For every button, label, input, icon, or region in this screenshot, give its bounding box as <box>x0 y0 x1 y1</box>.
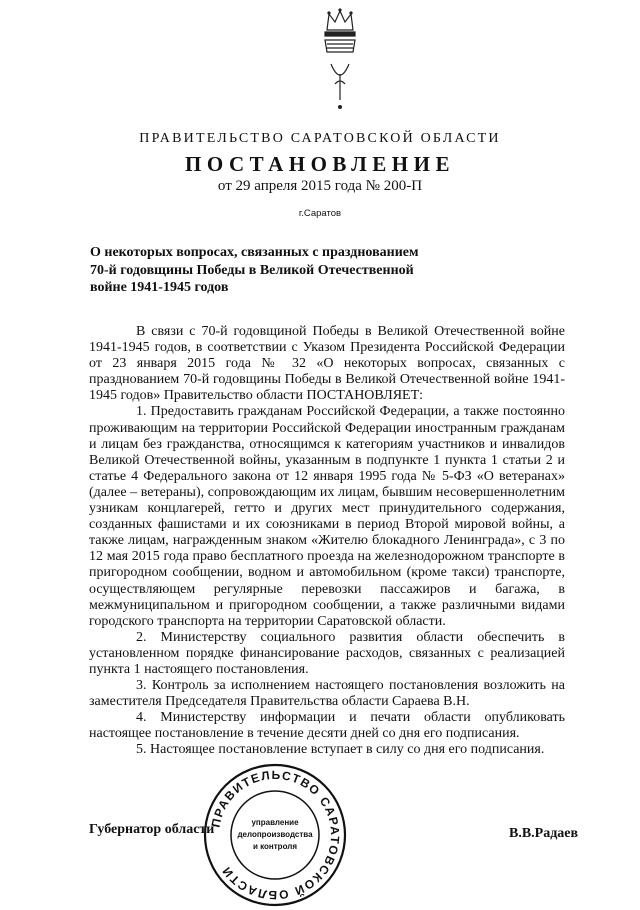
coat-of-arms-icon <box>305 8 375 113</box>
paragraph-5: 5. Настоящее постановление вступает в силу со дня его подписания. <box>136 742 545 758</box>
svg-text:делопроизводства: делопроизводства <box>237 830 313 839</box>
government-name: ПРАВИТЕЛЬСТВО САРАТОВСКОЙ ОБЛАСТИ <box>139 131 501 146</box>
svg-text:и контроля: и контроля <box>253 842 297 851</box>
paragraph-4: 4. Министерству информации и печати области опубликовать настоящее постановление в течение десяти дней со дня его подписания. <box>89 710 565 742</box>
document-type: ПОСТАНОВЛЕНИЕ <box>185 152 455 176</box>
paragraph-2: 2. Министерству социального развития области обеспечить в установленном порядке финансирование расходов, связанных с реализацией пункта 1 настоящего постановления. <box>89 629 565 677</box>
signatory-name: В.В.Радаев <box>509 826 579 841</box>
signatory-position: Губернатор области <box>89 822 215 837</box>
document-city: г.Саратов <box>298 208 342 219</box>
svg-text:ПРАВИТЕЛЬСТВО САРАТОВСКОЙ ОБЛА: ПРАВИТЕЛЬСТВО САРАТОВСКОЙ ОБЛАСТИ <box>208 767 343 903</box>
preamble-paragraph: В связи с 70-й годовщиной Победы в Великой Отечественной войне 1941-1945 годов, в соответствии с Указом Президента Российской Федерации от 23 января 2015 года № 32 «О некоторых вопросах, связанных с празднованием 70-й годовщины Победы в Великой Отечественной войне 1941-1945 годов» Правительство области ПОСТАНОВЛЯЕТ: <box>89 324 565 404</box>
official-stamp <box>200 760 350 910</box>
document-date-number: от 29 апреля 2015 года № 200-П <box>217 178 423 194</box>
svg-text:управление: управление <box>251 818 299 827</box>
subject-line: О некоторых вопросах, связанных с празднованием <box>90 245 419 260</box>
subject-line: 70-й годовщины Победы в Великой Отечественной <box>90 262 414 278</box>
paragraph-3: 3. Контроль за исполнением настоящего постановления возложить на заместителя Председателя Правительства области Сараева В.Н. <box>89 678 565 710</box>
paragraph-1: 1. Предоставить гражданам Российской Федерации, а также постоянно проживающим на территории Российской Федерации иностранным гражданам и лицам без гражданства, относящимся к категориям участников и инвалидов Великой Отечественной войны, указанным в подпункте 1 пункта 1 статьи 2 и статье 4 Федерального закона от 12 января 1995 года № 5-ФЗ «О ветеранах» (далее – ветераны), сопровождающим их лицам, бывшим несовершеннолетним узникам концлагерей, гетто и других мест принудительного содержания, созданных фашистами и их союзниками в период Второй мировой войны, а также лицам, награжденным знаком «Жителю блокадного Ленинграда», с 3 по 12 мая 2015 года право бесплатного проезда на железнодорожном транспорте в пригородном сообщении, водном и автомобильном (кроме такси) транспорте, осуществляющем регулярные перевозки пассажиров и багажа, в межмуниципальном и пригородном сообщении, а также различными видами городского транспорта на территории Саратовской области. <box>89 404 565 629</box>
document-subject <box>90 244 450 297</box>
document-body <box>89 324 565 759</box>
subject-line: войне 1941-1945 годов <box>90 280 229 295</box>
